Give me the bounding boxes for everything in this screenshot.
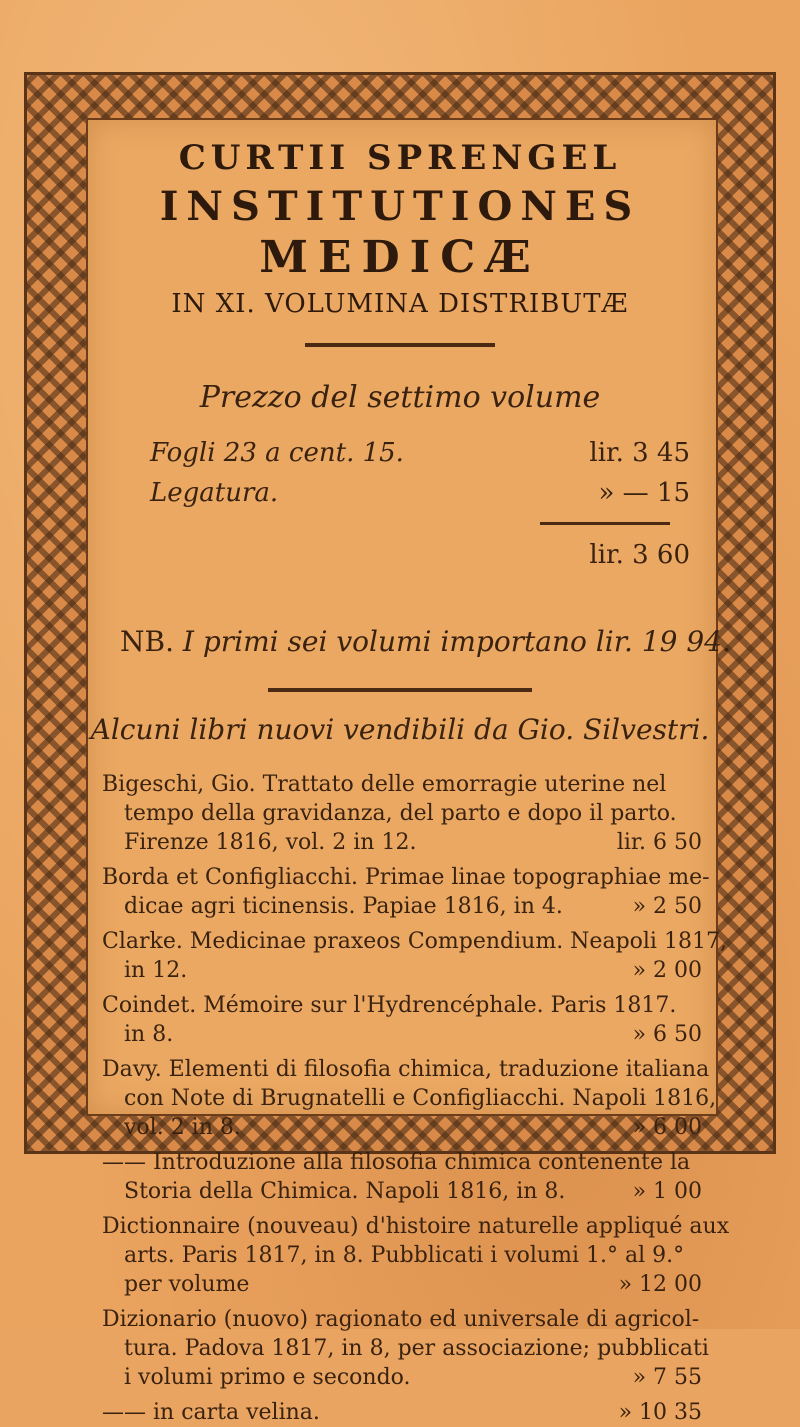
book-entry-line	[102, 770, 702, 799]
book-entry-text: Clarke. Medicinae praxeos Compendium. Neapoli 1817,	[102, 929, 727, 954]
price-row-legatura	[150, 478, 690, 508]
book-entry-line	[102, 1334, 709, 1363]
book-entry-text: —— Introduzione alla filosofia chimica contenente la	[102, 1150, 691, 1175]
book-entry-line	[102, 1148, 702, 1177]
book-price: » 2 00	[632, 958, 702, 983]
book-entry-line	[102, 892, 702, 921]
sum-rule	[540, 522, 670, 525]
book-entry-text: Dictionnaire (nouveau) d'histoire naturelle appliqué aux	[102, 1214, 730, 1239]
book-entry-text: Dizionario (nuovo) ragionato ed universale di agricol-	[102, 1307, 700, 1332]
book-price: » 7 55	[632, 1365, 702, 1390]
book-entry-text: per volume	[124, 1272, 250, 1297]
book-entry-line	[102, 1363, 702, 1392]
volumes-line: IN XI. VOLUMINA DISTRIBUTÆ	[171, 289, 629, 319]
nb-prefix: NB.	[120, 625, 174, 658]
book-entry-text: i volumi primo e secondo.	[124, 1365, 411, 1390]
book-price: » 2 50	[632, 894, 702, 919]
book-entry-line	[102, 863, 710, 892]
book-entry	[102, 1398, 702, 1427]
nb-text: I primi sei volumi importano lir. 19 94.	[182, 625, 731, 658]
book-entry-line	[102, 927, 727, 956]
fogli-label: Fogli 23 a cent. 15.	[150, 438, 404, 468]
book-entry-text: Bigeschi, Gio. Trattato delle emorragie uterine nel	[102, 772, 667, 797]
book-entry-text: con Note di Brugnatelli e Configliacchi. Napoli 1816,	[124, 1086, 717, 1111]
author-name: CURTII SPRENGEL	[178, 138, 622, 178]
book-entry-text: vol. 2 in 8.	[124, 1115, 241, 1140]
fogli-value: lir. 3 45	[589, 438, 690, 468]
book-price: » 12 00	[618, 1272, 702, 1297]
price-heading: Prezzo del settimo volume	[199, 380, 601, 415]
book-entry-text: tura. Padova 1817, in 8, per associazione; pubblicati	[124, 1336, 709, 1361]
book-entry	[102, 1055, 717, 1142]
book-price: » 10 35	[618, 1400, 702, 1425]
book-entry-line	[102, 1212, 730, 1241]
book-entry-line	[102, 1113, 702, 1142]
work-subject: MEDICÆ	[259, 232, 541, 283]
book-price: » 1 00	[632, 1179, 702, 1204]
book-price: lir. 6 50	[616, 830, 702, 855]
book-entry-line	[102, 1398, 702, 1427]
book-price: » 6 00	[632, 1115, 702, 1140]
book-entry-text: in 12.	[124, 958, 188, 983]
book-entry-line	[102, 1020, 702, 1049]
legatura-value: » — 15	[598, 478, 690, 508]
book-entry-text: Davy. Elementi di filosofia chimica, traduzione italiana	[102, 1057, 710, 1082]
divider-rule	[268, 688, 532, 692]
book-entry-line	[102, 1177, 702, 1206]
book-entry	[102, 863, 710, 921]
nb-note	[120, 625, 731, 658]
book-entry	[102, 991, 702, 1049]
book-price: » 6 50	[632, 1022, 702, 1047]
book-entry-text: Borda et Configliacchi. Primae linae topographiae me-	[102, 865, 710, 890]
book-entry	[102, 927, 727, 985]
work-title: INSTITUTIONES	[159, 183, 641, 230]
book-entry-line	[102, 1055, 710, 1084]
book-entry-line	[102, 991, 702, 1020]
book-entry-text: Storia della Chimica. Napoli 1816, in 8.	[124, 1179, 566, 1204]
book-entry-line	[102, 956, 702, 985]
book-entry-text: tempo della gravidanza, del parto e dopo il parto.	[124, 801, 677, 826]
book-entry	[102, 1305, 709, 1392]
book-entry-text: in 8.	[124, 1022, 174, 1047]
book-entry-line	[102, 1084, 717, 1113]
legatura-label: Legatura.	[150, 478, 279, 508]
price-row-fogli	[150, 438, 690, 468]
book-entry-line	[102, 1241, 702, 1270]
book-entry	[102, 1148, 702, 1206]
book-entry-text: —— in carta velina.	[102, 1400, 320, 1425]
book-entry-line	[102, 799, 702, 828]
book-entry	[102, 770, 702, 857]
total-value: lir. 3 60	[589, 540, 690, 570]
book-entry-text: Firenze 1816, vol. 2 in 12.	[124, 830, 417, 855]
books-heading: Alcuni libri nuovi vendibili da Gio. Silvestri.	[90, 713, 710, 746]
divider-rule	[305, 343, 495, 347]
book-entry-line	[102, 828, 702, 857]
book-entry-text: dicae agri ticinensis. Papiae 1816, in 4.	[124, 894, 563, 919]
book-entry	[102, 1212, 730, 1299]
book-entry-line	[102, 1305, 702, 1334]
book-entry-text: Coindet. Mémoire sur l'Hydrencéphale. Paris 1817.	[102, 993, 677, 1018]
book-entry-text: arts. Paris 1817, in 8. Pubblicati i volumi 1.° al 9.°	[124, 1243, 685, 1268]
book-entry-line	[102, 1270, 702, 1299]
